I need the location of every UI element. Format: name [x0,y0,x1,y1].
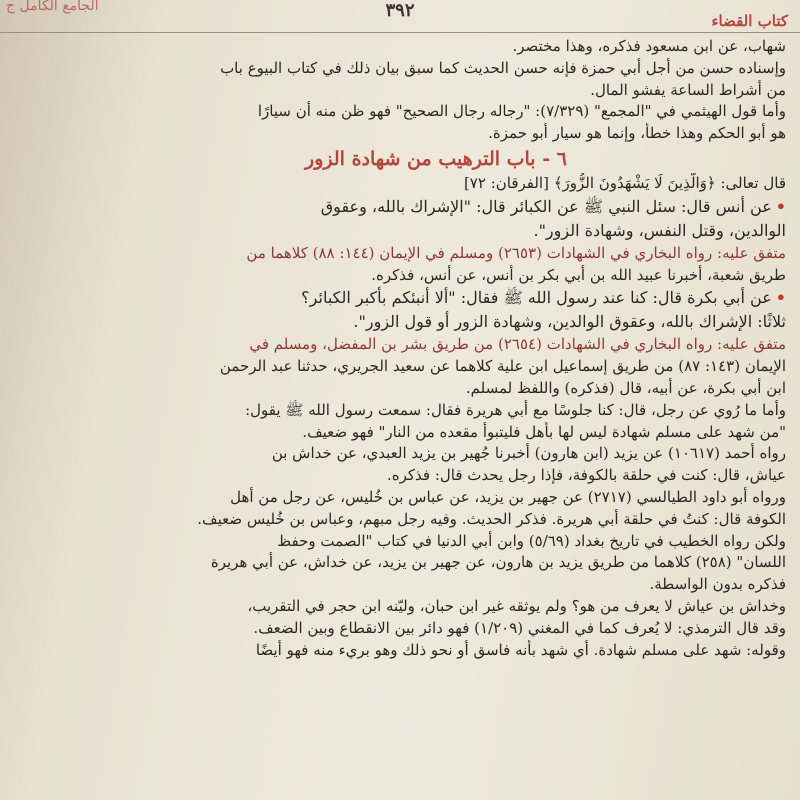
text-line [6,219,786,243]
header-rule [0,32,800,33]
line-text: "من شهد على مسلم شهادة ليس لها بأهل فليتبوأ مقعده من النار" فهو ضعيف. [302,422,786,441]
text-line [6,123,786,145]
text-line [6,640,786,662]
line-text: الوالدين، وقتل النفس، وشهادة الزور". [533,220,786,240]
line-text: عن أبي بكرة قال: كنا عند رسول الله ﷺ فقال: "ألا أنبئكم بأكبر الكبائر؟ [301,288,772,308]
line-text: ورواه أبو داود الطيالسي (٢٧١٧) عن جهير بن يزيد، عن عباس بن خُليس، عن رجل من أهل [230,487,786,506]
text-line [6,552,786,574]
text-line [6,80,786,102]
text-line [6,58,786,80]
text-line [6,443,786,465]
text-line [6,243,786,265]
line-text: ابن أبي بكرة، عن أبيه، قال (فذكره) واللفظ لمسلم. [465,378,786,397]
line-text: ثلاثًا: الإشراك بالله، وعقوق الوالدين، وشهادة الزور أو قول الزور". [353,312,786,332]
line-text: طريق شعبة، أخبرنا عبيد الله بن أبي بكر بن أنس، عن أنس، فذكره. [371,265,786,284]
running-title: كتاب القضاء [711,12,788,30]
line-text: ولكن رواه الخطيب في تاريخ بغداد (٥/٦٩) وابن أبي الدنيا في كتاب "الصمت وحفظ [277,531,786,550]
line-text: متفق عليه: رواه البخاري في الشهادات (٢٦٥٤) من طريق بشر بن المفضل، ومسلم في [249,335,786,354]
line-text: ٦ - باب الترهيب من شهادة الزور [305,147,567,170]
line-text: من أشراط الساعة يفشو المال. [590,80,786,99]
line-text: وقد قال الترمذي: لا يُعرف كما في المغني (١/٢٠٩) فهو دائر بين الانقطاع وبين الضعف. [253,618,786,637]
line-text: فذكره بدون الواسطة. [649,575,786,594]
text-line [6,265,786,287]
line-text: الإيمان (١٤٣: ٨٧) من طريق إسماعيل ابن علية كلاهما عن سعيد الجريري، حدثنا عبد الرحمن [219,357,786,376]
book-title: الجامع الكامل ج [6,0,99,14]
line-text: قال تعالى: ﴿وَالَّذِينَ لَا يَشْهَدُونَ الزُّورَ﴾ [الفرقان: ٧٢] [463,173,786,192]
line-text: هو أبو الحكم وهذا خطأ، وإنما هو سيار أبو حمزة. [488,124,786,143]
line-text: شهاب، عن ابن مسعود فذكره، وهذا مختصر. [512,37,786,55]
text-line [6,487,786,509]
line-text: وقوله: شهد على مسلم شهادة. أي شهد بأنه فاسق أو نحو ذلك وهو بريء منه فهو أيضًا [255,640,786,659]
bullet-icon: • [775,288,786,308]
text-line [6,310,786,334]
text-line [6,596,786,618]
text-line [6,465,786,487]
text-line [6,531,786,553]
line-text: وأما قول الهيثمي في "المجمع" (٧/٣٢٩): "رجاله رجال الصحيح" فهو ظن منه أن سيارًا [257,102,786,121]
text-line [6,509,786,531]
text-line [6,334,786,356]
line-text: اللسان" (٢٥٨) كلاهما من طريق يزيد بن هارون، عن جهير بن يزيد، عن خداش، عن أبي هريرة [210,553,786,572]
text-line [6,400,786,422]
line-text: الكوفة قال: كنتُ في حلقة أبي هريرة. فذكر الحديث. وفيه رجل مبهم، وعباس بن خُليس ضعيف. [197,509,786,528]
line-text: وأما ما رُوي عن رجل، قال: كنا جلوسًا مع أبي هريرة فقال: سمعت رسول الله ﷺ يقول: [245,400,786,419]
text-line [6,173,786,195]
text-line [6,422,786,444]
text-line [6,618,786,640]
page-body [6,36,786,661]
line-text: وخداش بن عياش لا يعرف من هو؟ ولم يوثقه غير ابن حبان، وليّنه ابن حجر في التقريب، [247,596,786,615]
line-text: عياش، قال: كنت في حلقة بالكوفة، فإذا رجل يحدث قال: فذكره. [386,466,786,485]
line-text: وإسناده حسن من أجل أبي حمزة فإنه حسن الحديث كما سبق بيان ذلك في كتاب البيوع باب [220,58,786,77]
chapter-heading [6,145,786,173]
line-text: رواه أحمد (١٠٦١٧) عن يزيد (ابن هارون) أخبرنا جُهير بن يزيد العبدي، عن خداش بن [271,444,786,463]
text-line [6,378,786,400]
text-line [6,356,786,378]
page-number: ٣٩٢ [385,0,415,21]
bullet-icon: • [775,196,786,216]
line-text: متفق عليه: رواه البخاري في الشهادات (٢٦٥٣) ومسلم في الإيمان (١٤٤: ٨٨) كلاهما من [246,243,786,262]
line-text: عن أنس قال: سئل النبي ﷺ عن الكبائر قال: "الإشراك بالله، وعقوق [320,196,772,216]
text-line [6,36,786,58]
text-line [6,195,786,219]
text-line [6,574,786,596]
text-line [6,286,786,310]
page-header [0,0,800,32]
text-line [6,101,786,123]
